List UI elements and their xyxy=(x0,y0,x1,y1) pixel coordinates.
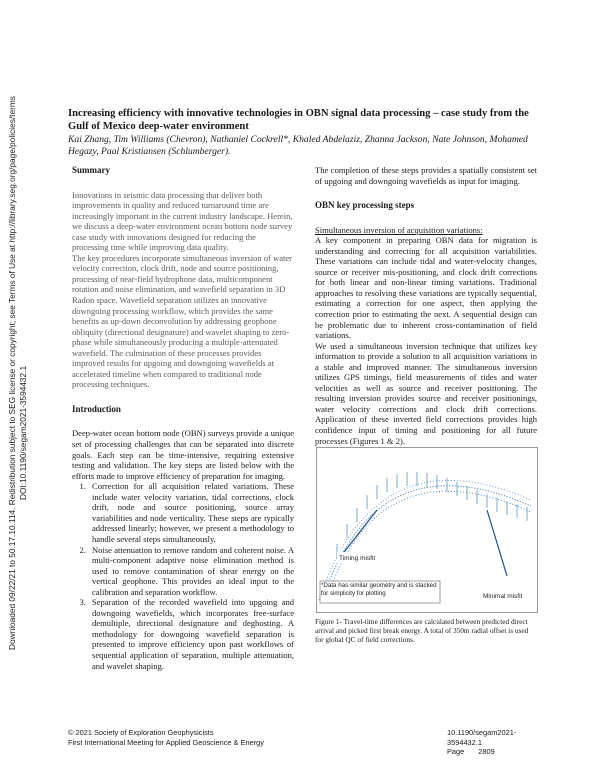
timing-misfit-label: Timing misfit xyxy=(339,555,376,562)
meeting-name: First International Meeting for Applied Geoscience & Energy xyxy=(68,737,264,747)
body-paragraph: We used a simultaneous inversion technique that utilizes key information to provide a solution to all acquisition variations in a stable and improved manner. The simultaneous inversion utilizes GPS timings, field measurements of tides and water velocities as well as source and receiver positioning. The resulting inversion provides source and receiver positionings, water velocity corrections and clock drift corrections. Application of these inverted field corrections provides high confidence input of timing and positioning for all future processes (Figures 1 & 2). xyxy=(315,340,537,446)
figure-1 xyxy=(316,447,538,613)
travel-time-ticks xyxy=(337,472,527,558)
intro-paragraph: Deep-water ocean bottom node (OBN) surveys provide a unique set of processing challenges that can be separated into discrete goals. Each step can be time-intensive, requiring extensive testing and validation. The key steps are listed below with the efforts made to improve efficiency of preparation for imaging. xyxy=(72,428,294,481)
introduction-heading: Introduction xyxy=(72,403,121,414)
paper-authors: Kai Zhang, Tim Williams (Chevron), Nathaniel Cockrell*, Khaled Abdelaziz, Zhanna Jackson, Nate Johnson, Mohamed Hegazy, Paal Kristiansen (Schlumberger). xyxy=(68,134,528,157)
list-item: 1. Correction for all acquisition related variations. These include water velocity variation, tidal corrections, clock drift, node and source positioning, source array variabilities and node verticality. These steps are typically addressed linearly; however, we present a methodology to handle several steps simultaneously. xyxy=(88,481,294,544)
note-container xyxy=(321,582,439,602)
key-steps-list xyxy=(72,481,294,671)
minimal-misfit-pointer xyxy=(487,510,507,576)
footer-doi: 10.1190/segam2021-3594432.1 xyxy=(447,728,517,747)
left-column xyxy=(72,165,294,671)
copyright: © 2021 Society of Exploration Geophysicists xyxy=(68,728,214,737)
inversion-subheading: Simultaneous inversion of acquisition variations: xyxy=(315,224,483,235)
body-paragraph: A key component in preparing OBN data for migration is understanding and correcting for all acquisition variabilities. These variations can include tidal and water-velocity changes, source or receiver mis-positioning, and clock drift corrections for both linear and non-linear timing variations. Traditional approaches to resolving these variations are typically sequential, estimating a correction for one aspect, then applying the correction prior to estimating the next. A sequential design can be problematic due to inherent cross-contamination of field variations. xyxy=(315,235,537,341)
figure-1-caption: Figure 1- Travel-time differences are calculated between predicted direct arrival and picked first break energy. A total of 350m radial offset is used for global QC of field corrections. xyxy=(315,617,529,644)
summary-heading: Summary xyxy=(72,165,110,175)
summary-paragraph: Innovations in seismic data processing that deliver both improvements in quality and reduced turnaround time are increasingly important in the current industry landscape. Herein, we discuss a deep-water environment ocean bottom node survey case study with innovations designed for reducing the processing time while improving data quality. xyxy=(72,189,293,253)
timing-misfit-pointer xyxy=(341,510,377,556)
summary-text xyxy=(72,190,294,390)
figure-1-plot xyxy=(317,448,537,612)
page-number: 2809 xyxy=(478,747,495,756)
download-notice-line: Downloaded 09/22/21 to 50.17.10.114. Redistribution subject to SEG license or copyright; see Terms of Use at http://library.seg.org/page/policies/terms xyxy=(7,96,17,650)
list-item: 3. Separation of the recorded wavefield into upgoing and downgoing wavefields, which incorporates free-surface demultiple, directional designature and deghosting. A methodology for downgoing wavefield separation is presented to improve efficiency upon past workflows of sequential application of separation, multiple attenuation, and wavelet shaping. xyxy=(88,597,294,671)
summary-paragraph: The key procedures incorporate simultaneous inversion of water velocity correction, clock drift, node and source positioning, processing of near-field hydrophone data, multicomponent rotation and noise elimination, and wavefield separation in 3D Radon space. Wavefield separation utilizes an innovative downgoing processing workflow, which provides the same benefits as up-down deconvolution by addressing geophone obliquity (directional designature) and wavelet shaping to zero-phase while simultaneously producing a multiple-attenuated wavefield. The culmination of these processes provides improved results for upgoing and downgoing wavefields at accelerated timeline when compared to traditional node processing techniques. xyxy=(72,252,293,390)
processing-steps-heading: OBN key processing steps xyxy=(315,200,415,211)
completion-paragraph: The completion of these steps provides a spatially consistent set of upgoing and downgoing wavefields as input for imaging. xyxy=(315,165,537,186)
doi-notice-line: DOI:10.1190/segam2021-3594432.1 xyxy=(18,365,28,500)
list-item: 2. Noise attenuation to remove random and coherent noise. A multi-component adaptive noise elimination method is used to remove contamination of shear energy on the vertical geophone. This provides an ideal input to the calibration and separation workflow. xyxy=(88,545,294,598)
download-notice xyxy=(4,0,32,776)
paper-title: Increasing efficiency with innovative technologies in OBN signal data processing – case study from the Gulf of Mexico deep-water environment xyxy=(68,108,529,132)
minimal-misfit-label: Minimal misfit xyxy=(483,593,523,600)
page-indicator xyxy=(447,747,547,757)
data-note: *Data has similar geometry and is stacked for simplicity for plotting xyxy=(321,582,437,597)
footer-left xyxy=(68,728,264,747)
right-column xyxy=(315,165,537,446)
footer-right xyxy=(447,728,547,757)
page-label: Page xyxy=(447,747,465,756)
